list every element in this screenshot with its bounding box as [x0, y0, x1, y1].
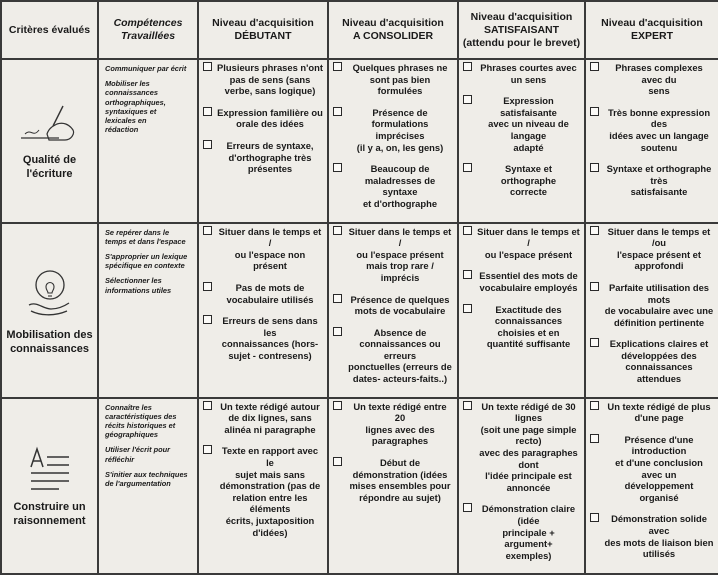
item-text-line: vocabulaire employés — [479, 281, 578, 293]
competence — [105, 228, 194, 246]
item-text-line: pas de sens (sans — [229, 73, 311, 85]
critere-label: connaissances — [10, 342, 89, 355]
level-cell-consolider — [328, 223, 458, 398]
item-text-line: Beaucoup de — [370, 163, 430, 175]
competence-line: géographiques — [105, 430, 158, 440]
item-text-line: mises ensembles pour — [349, 480, 451, 492]
item-text-line: Un texte rédigé de 30 lignes — [481, 400, 576, 424]
item-text-line: Phrases complexes avec du — [615, 62, 703, 85]
competence — [105, 64, 194, 73]
item-text-line: ou l'espace non présent — [234, 248, 306, 272]
item-text-line: Expression familière ou — [217, 106, 323, 118]
criterion-item — [203, 315, 323, 361]
item-text-line: mais trop rare / — [366, 260, 434, 272]
item-text-line: Un texte rédigé autour — [220, 400, 320, 412]
item-text-line: connaissances ou erreurs — [359, 338, 441, 361]
competence-line: Connaître les — [105, 402, 152, 412]
level-cell-satisfaisant — [458, 59, 585, 223]
item-text-line: adapté — [513, 141, 544, 153]
level-cell-satisfaisant — [458, 223, 585, 398]
hand-writing-icon — [2, 100, 97, 149]
level-cell-consolider — [328, 398, 458, 575]
item-text-line: Situer dans le temps et / — [477, 225, 580, 249]
competence-line: caractéristiques des — [105, 411, 177, 421]
level-cell-expert — [585, 398, 718, 575]
competence — [105, 470, 194, 488]
checkbox[interactable] — [590, 401, 599, 410]
competence-line: spécifique en contexte — [105, 261, 185, 271]
criterion-item — [463, 401, 580, 494]
item-text-line: (soit une page simple recto) — [480, 423, 577, 447]
criterion-item — [463, 270, 580, 293]
checkbox[interactable] — [203, 445, 212, 454]
checkbox[interactable] — [590, 513, 599, 522]
checkbox[interactable] — [203, 107, 212, 116]
item-text-line: ponctuelles (erreurs de — [348, 361, 452, 373]
item-text-line: des mots de liaison bien — [604, 536, 714, 548]
criterion-item — [463, 62, 580, 85]
item-text-line: attendues — [636, 373, 682, 385]
item-text-line: Erreurs de sens dans les — [222, 315, 318, 338]
competence-line: orthographiques, — [105, 97, 166, 107]
item-text-line: Phrases courtes avec — [480, 62, 577, 73]
critere-label: Qualité de l'écriture — [22, 154, 77, 181]
item-text-line: quantité suffisante — [486, 338, 571, 350]
header-level-consolider: Niveau d'acquisition A CONSOLIDER — [328, 1, 458, 59]
item-text-line: de vocabulaire avec une — [604, 305, 714, 317]
criterion-item — [333, 457, 453, 503]
criterion-item — [333, 294, 453, 317]
item-text-line: Situer dans le temps et / — [218, 225, 322, 249]
competence-line: connaissances — [105, 88, 158, 98]
item-text-line: Essentiel des mots de — [479, 270, 578, 282]
competence-line: de l'argumentation — [105, 479, 171, 489]
item-text-line: Situer dans le temps et / — [348, 225, 452, 249]
checkbox[interactable] — [463, 226, 472, 235]
critere-label: Construire un — [13, 500, 86, 513]
level-cell-debutant — [198, 59, 328, 223]
criterion-item — [333, 107, 453, 153]
checkbox[interactable] — [203, 282, 212, 291]
item-text-line: l'idée principale est — [485, 470, 572, 482]
checkbox[interactable] — [203, 62, 212, 71]
competence-line: réfléchir — [105, 454, 135, 464]
competence — [105, 445, 194, 463]
item-text-line: imprécis — [380, 271, 420, 283]
competence-line: rédaction — [105, 125, 139, 135]
brain-idea-icon — [2, 265, 97, 324]
criterion-item — [203, 226, 323, 272]
criterion-item — [463, 95, 580, 153]
checkbox[interactable] — [463, 270, 472, 279]
item-text-line: Très bonne expression des — [607, 106, 711, 130]
competence-line: Mobiliser les — [105, 79, 150, 89]
criterion-item — [590, 282, 714, 328]
checkbox[interactable] — [203, 226, 212, 235]
level-cell-satisfaisant — [458, 398, 585, 575]
item-text-line: Un texte rédigé entre 20 — [353, 400, 447, 424]
criterion-item — [590, 107, 714, 153]
competence-line: temps et dans l'espace — [105, 236, 186, 246]
criterion-item — [590, 401, 714, 424]
checkbox[interactable] — [463, 401, 472, 410]
criterion-item — [463, 163, 580, 198]
item-text-line: Démonstration claire (idée — [481, 503, 576, 526]
level-cell-debutant — [198, 223, 328, 398]
competence-line: informations utiles — [105, 285, 172, 295]
item-text-line: Absence de — [373, 326, 427, 338]
item-text-line: lignes avec des — [365, 423, 435, 435]
competence-line: Communiquer par écrit — [105, 64, 187, 73]
item-text-line: Explications claires et — [609, 338, 709, 350]
competence-line: Sélectionner les — [105, 276, 162, 286]
item-text-line: d'orthographe très — [228, 151, 312, 163]
item-text-line: mots de vocabulaire — [354, 305, 446, 317]
item-text-line: approfondi — [634, 260, 684, 272]
item-text-line: Quelques phrases ne — [352, 62, 448, 73]
row-mobilisation — [1, 223, 718, 398]
item-text-line: et d'une conclusion avec un — [615, 457, 703, 480]
item-text-line: développées des connaissances — [621, 349, 697, 373]
item-text-line: développement organisé — [624, 480, 694, 503]
checkbox[interactable] — [590, 163, 599, 172]
critere-cell — [1, 398, 98, 575]
item-text-line: soutenu — [640, 141, 678, 153]
item-text-line: relation entre les éléments — [232, 491, 308, 515]
item-text-line: Présence de quelques — [350, 293, 450, 305]
competence-line: syntaxiques et — [105, 106, 157, 116]
criterion-item — [203, 401, 323, 436]
item-text-line: alinéa ni paragraphe — [224, 423, 316, 435]
level-cell-expert — [585, 59, 718, 223]
row-qualite-ecriture — [1, 59, 718, 223]
checkbox[interactable] — [333, 107, 342, 116]
criterion-item — [590, 513, 714, 559]
competence-line: Se repérer dans le — [105, 227, 170, 237]
item-text-line: Syntaxe et orthographe — [500, 163, 557, 186]
item-text-line: orale des idées — [236, 118, 304, 130]
row-raisonnement — [1, 398, 718, 575]
checkbox[interactable] — [590, 434, 599, 443]
competences-cell — [98, 59, 198, 223]
item-text-line: et d'orthographe — [362, 197, 438, 209]
checkbox[interactable] — [333, 457, 342, 466]
critere-cell — [1, 223, 98, 398]
checkbox[interactable] — [203, 401, 212, 410]
header-level-expert: Niveau d'acquisition EXPERT — [585, 1, 718, 59]
item-text-line: démonstration (pas de — [219, 480, 321, 492]
item-text-line: l'espace présent et — [616, 248, 702, 260]
criterion-item — [333, 163, 453, 209]
item-text-line: démonstration (idées — [352, 468, 448, 480]
item-text-line: exemples) — [505, 549, 552, 561]
level-cell-debutant — [198, 398, 328, 575]
item-text-line: Texte en rapport avec le — [221, 445, 319, 469]
item-text-line: connaissances (hors- — [221, 338, 319, 350]
checkbox[interactable] — [590, 226, 599, 235]
criterion-item — [590, 62, 714, 97]
checkbox[interactable] — [333, 327, 342, 336]
criterion-item — [203, 140, 323, 175]
item-text-line: écrits, juxtaposition d'idées) — [225, 515, 315, 538]
competence — [105, 252, 194, 270]
item-text-line: ou l'espace présent — [356, 248, 444, 260]
competence-line: lexicales en — [105, 116, 147, 126]
critere-label: Mobilisation des — [6, 328, 93, 341]
item-text-line: (il y a, on, les gens) — [356, 141, 444, 153]
item-text-line: idées avec un langage — [609, 129, 709, 141]
criterion-item — [203, 282, 323, 305]
item-text-line: Parfaite utilisation des mots — [608, 281, 710, 305]
checkbox[interactable] — [463, 62, 472, 71]
competence — [105, 276, 194, 294]
critere-label: raisonnement — [13, 514, 86, 527]
criterion-item — [203, 62, 323, 97]
header-level-satisfaisant: Niveau d'acquisition SATISFAISANT (attendu pour le brevet) — [458, 1, 585, 59]
criterion-item — [590, 226, 714, 272]
criterion-item — [333, 226, 453, 284]
checkbox[interactable] — [590, 282, 599, 291]
item-text-line: Pas de mots de — [235, 281, 305, 293]
level-cell-consolider — [328, 59, 458, 223]
criterion-item — [333, 401, 453, 447]
competences-cell — [98, 223, 198, 398]
criterion-item — [590, 163, 714, 198]
criterion-item — [463, 503, 580, 561]
checkbox[interactable] — [333, 163, 342, 172]
item-text-line: correcte — [509, 186, 547, 198]
checkbox[interactable] — [463, 95, 472, 104]
item-text-line: maladresses de syntaxe — [364, 174, 436, 198]
checkbox[interactable] — [590, 62, 599, 71]
checkbox[interactable] — [333, 294, 342, 303]
criterion-item — [590, 338, 714, 384]
competence-line: S'approprier un lexique — [105, 251, 188, 261]
checkbox[interactable] — [203, 315, 212, 324]
item-text-line: Plusieurs phrases n'ont — [217, 62, 323, 73]
item-text-line: répondre au sujet) — [359, 491, 441, 503]
criterion-item — [463, 226, 580, 261]
criterion-item — [203, 445, 323, 538]
item-text-line: avec des paragraphes dont — [479, 447, 578, 470]
item-text-line: sens — [648, 85, 670, 97]
item-text-line: verbe, sans logique) — [224, 85, 316, 97]
item-text-line: paragraphes — [371, 435, 429, 447]
item-text-line: Expression satisfaisante — [500, 95, 557, 118]
criterion-item — [333, 62, 453, 97]
item-text-line: Présence d'une introduction — [624, 433, 694, 457]
item-text-line: Démonstration solide avec — [611, 513, 707, 536]
criterion-item — [590, 434, 714, 504]
item-text-line: Présence de — [372, 106, 428, 118]
item-text-line: vocabulaire utilisés — [226, 293, 314, 305]
item-text-line: formulations imprécises — [371, 118, 429, 141]
item-text-line: satisfaisante — [630, 186, 688, 198]
level-cell-expert — [585, 223, 718, 398]
checkbox[interactable] — [590, 107, 599, 116]
item-text-line: Début de — [379, 457, 421, 469]
checkbox[interactable] — [463, 304, 472, 313]
item-text-line: sujet mais sans — [235, 468, 305, 480]
header-competences: Compétences Travaillées — [98, 1, 198, 59]
item-text-line: Situer dans le temps et /ou — [607, 225, 711, 249]
criterion-item — [463, 304, 580, 350]
checkbox[interactable] — [333, 401, 342, 410]
competence — [105, 403, 194, 440]
item-text-line: utilisés — [642, 548, 676, 560]
criterion-item — [203, 107, 323, 130]
item-text-line: dates- acteurs-faits..) — [352, 373, 448, 385]
header-row — [1, 1, 718, 59]
checkbox[interactable] — [333, 62, 342, 71]
competence-line: S'initier aux techniques — [105, 469, 188, 479]
item-text-line: Exactitude des — [495, 303, 562, 315]
item-text-line: de dix lignes, sans — [228, 412, 312, 424]
item-text-line: définition pertinente — [613, 316, 705, 328]
item-text-line: Erreurs de syntaxe, — [226, 139, 314, 151]
item-text-line: sujet - contresens) — [228, 349, 312, 361]
header-level-debutant: Niveau d'acquisition DÉBUTANT — [198, 1, 328, 59]
competence-line: récits historiques et — [105, 421, 176, 431]
checkbox[interactable] — [463, 503, 472, 512]
competence — [105, 79, 194, 134]
checkbox[interactable] — [590, 338, 599, 347]
item-text-line: connaissances choisies et en — [494, 315, 563, 338]
critere-cell — [1, 59, 98, 223]
item-text-line: un sens — [510, 73, 547, 85]
criterion-item — [333, 327, 453, 385]
checkbox[interactable] — [463, 163, 472, 172]
item-text-line: principale + argument+ — [502, 526, 555, 550]
competences-cell — [98, 398, 198, 575]
item-text-line: d'une page — [634, 412, 684, 424]
header-criteres: Critères évalués — [1, 1, 98, 59]
document-text-icon — [2, 445, 97, 496]
checkbox[interactable] — [333, 226, 342, 235]
item-text-line: sont pas bien formulées — [369, 73, 431, 97]
item-text-line: ou l'espace présent — [484, 248, 573, 260]
competence-line: Utiliser l'écrit pour — [105, 445, 171, 455]
checkbox[interactable] — [203, 140, 212, 149]
item-text-line: avec un niveau de langage — [488, 118, 569, 141]
item-text-line: Un texte rédigé de plus — [607, 400, 711, 412]
item-text-line: annoncée — [506, 481, 551, 493]
item-text-line: présentes — [247, 163, 293, 175]
item-text-line: Syntaxe et orthographe très — [606, 163, 712, 186]
